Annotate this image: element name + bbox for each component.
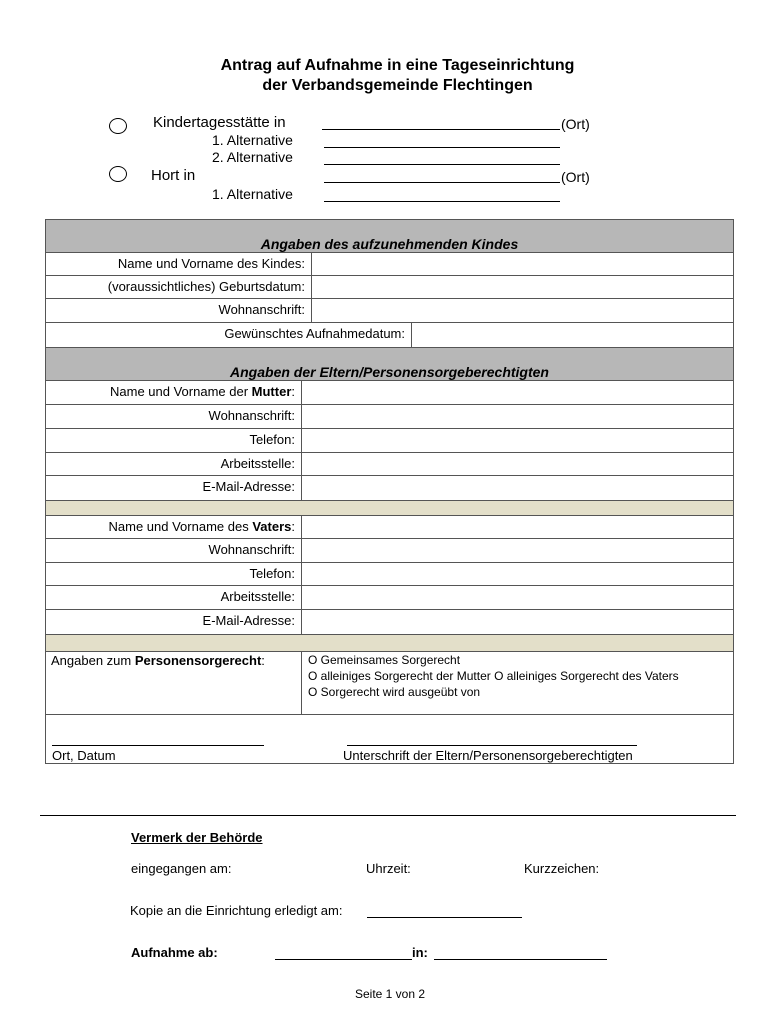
mother-work-row (45, 453, 734, 476)
father-email-label: E-Mail-Adresse: (202, 613, 295, 628)
child-admission-label: Gewünschtes Aufnahmedatum: (224, 326, 405, 341)
kita-alt2-field[interactable] (324, 164, 560, 165)
kita-label: Kindertagesstätte in (153, 114, 286, 131)
custody-option-joint[interactable]: O Gemeinsames Sorgerecht (308, 653, 461, 667)
mother-email-label: E-Mail-Adresse: (202, 479, 295, 494)
custody-label: Angaben zum Personensorgerecht: (51, 653, 265, 668)
child-address-row (45, 299, 734, 323)
signature-line[interactable] (347, 745, 637, 746)
office-heading: Vermerk der Behörde (131, 830, 263, 845)
father-phone-label: Telefon: (249, 566, 295, 581)
father-email-row (45, 610, 734, 634)
mother-phone-label: Telefon: (249, 432, 295, 447)
father-work-row (45, 586, 734, 610)
admission-from-label: Aufnahme ab: (131, 945, 218, 960)
kita-alt1-field[interactable] (324, 147, 560, 148)
child-birth-label: (voraussichtliches) Geburtsdatum: (107, 279, 305, 294)
child-birth-row (45, 276, 734, 299)
mother-phone-row (45, 429, 734, 453)
custody-row (45, 652, 734, 715)
mother-address-label: Wohnanschrift: (208, 408, 295, 423)
hort-label: Hort in (151, 167, 196, 184)
section-separator (45, 634, 734, 652)
form-title-line1: Antrag auf Aufnahme in eine Tageseinrichtung (220, 57, 575, 74)
page-number: Seite 1 von 2 (354, 987, 426, 1001)
copy-label: Kopie an die Einrichtung erledigt am: (130, 903, 343, 918)
kita-alt1-label: 1. Alternative (212, 132, 293, 148)
hort-alt1-field[interactable] (324, 201, 560, 202)
time-label: Uhrzeit: (366, 861, 411, 876)
hort-location-field[interactable] (324, 182, 560, 183)
kita-alt2-label: 2. Alternative (212, 149, 293, 165)
hort-alt1-label: 1. Alternative (212, 186, 293, 202)
section-separator (45, 500, 734, 516)
copy-date-field[interactable] (367, 917, 522, 918)
father-name-row (45, 516, 734, 539)
office-divider (40, 815, 736, 816)
child-name-row (45, 253, 734, 276)
child-address-label: Wohnanschrift: (218, 302, 305, 317)
child-section-header: Angaben des aufzunehmenden Kindes (45, 219, 734, 253)
admission-in-label: in: (412, 945, 428, 960)
kita-location-field[interactable] (322, 129, 560, 130)
kita-radio[interactable] (109, 118, 127, 134)
form-title-line2: der Verbandsgemeinde Flechtingen (262, 77, 533, 94)
child-name-label: Name und Vorname des Kindes: (117, 256, 305, 271)
hort-ort-label: (Ort) (561, 169, 590, 185)
mother-name-label: Name und Vorname der Mutter: (110, 384, 295, 399)
father-name-label: Name und Vorname des Vaters: (108, 519, 295, 534)
mother-address-row (45, 405, 734, 429)
initials-label: Kurzzeichen: (524, 861, 600, 876)
child-admission-row (45, 323, 734, 347)
father-work-label: Arbeitsstelle: (220, 589, 295, 604)
kita-ort-label: (Ort) (561, 116, 590, 132)
received-label: eingegangen am: (131, 861, 232, 876)
father-address-row (45, 539, 734, 563)
custody-option-sole[interactable]: O alleiniges Sorgerecht der Mutter O alleiniges Sorgerecht des Vaters (308, 669, 679, 683)
mother-name-row (45, 381, 734, 405)
admission-from-field[interactable] (275, 959, 412, 960)
signature-label: Unterschrift der Eltern/Personensorgeberechtigten (343, 748, 633, 763)
place-date-label: Ort, Datum (52, 748, 116, 763)
admission-in-field[interactable] (434, 959, 607, 960)
hort-radio[interactable] (109, 166, 127, 182)
place-date-line[interactable] (52, 745, 264, 746)
custody-option-exercised-by[interactable]: O Sorgerecht wird ausgeübt von (308, 685, 481, 699)
parents-section-header: Angaben der Eltern/Personensorgeberechtigten (45, 347, 734, 381)
father-address-label: Wohnanschrift: (208, 542, 295, 557)
mother-email-row (45, 476, 734, 500)
father-phone-row (45, 563, 734, 586)
mother-work-label: Arbeitsstelle: (220, 456, 295, 471)
